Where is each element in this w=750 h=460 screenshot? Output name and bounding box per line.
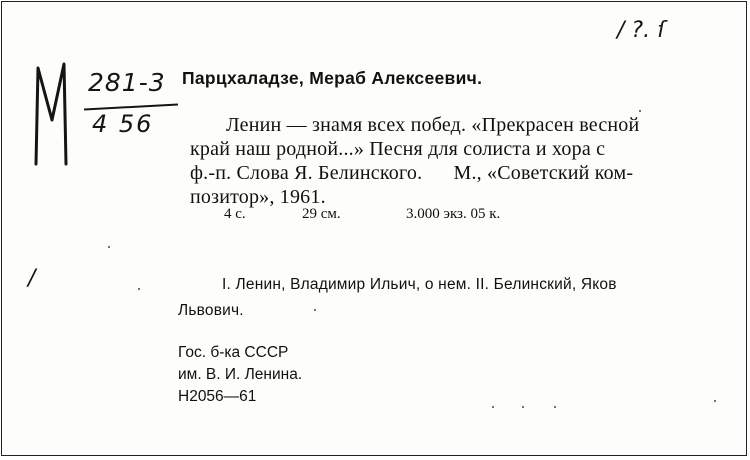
speck (138, 288, 140, 290)
author-heading: Парцхаладзе, Мераб Алексеевич. (182, 68, 483, 88)
handwritten-shelf-letter (30, 60, 72, 168)
subjects-line-1: I. Ленин, Владимир Ильич, о нем. II. Белинский, Яков (222, 276, 617, 293)
speck (639, 110, 641, 112)
catalog-card (1, 1, 747, 456)
handwritten-corner-mark: / ?. ſ (617, 18, 665, 43)
title-line-3: ф.-п. Слова Я. Белинского. М., «Советский ком- (190, 162, 634, 184)
speck (554, 406, 556, 408)
collation-copies-price: 3.000 экз. 05 к. (406, 206, 501, 222)
title-imprint (190, 113, 718, 209)
speck (492, 406, 494, 408)
library-imprint (178, 342, 302, 408)
collation-pages: 4 с. (224, 206, 246, 222)
speck (522, 406, 524, 408)
speck (714, 400, 716, 402)
title-line-2: край наш родной...» Песня для солиста и хора с (190, 138, 606, 160)
library-line-1: Гос. б-ка СССР (178, 344, 289, 361)
title-line-1: Ленин — знамя всех побед. «Прекрасен весной (226, 114, 640, 136)
collation-size: 29 см. (302, 206, 341, 222)
library-line-3: Н2056—61 (178, 388, 257, 405)
handwritten-margin-tick: / (28, 266, 36, 291)
library-line-2: им. В. И. Ленина. (178, 366, 303, 383)
subject-headings (178, 272, 718, 324)
speck (314, 309, 316, 311)
handwritten-call-number-bottom: 4 56 (92, 110, 154, 138)
title-line-4: позитор», 1961. (190, 186, 326, 208)
speck (108, 246, 110, 248)
handwritten-call-number-top: 281-3 (88, 68, 166, 97)
subjects-line-2: Львович. (178, 302, 244, 319)
